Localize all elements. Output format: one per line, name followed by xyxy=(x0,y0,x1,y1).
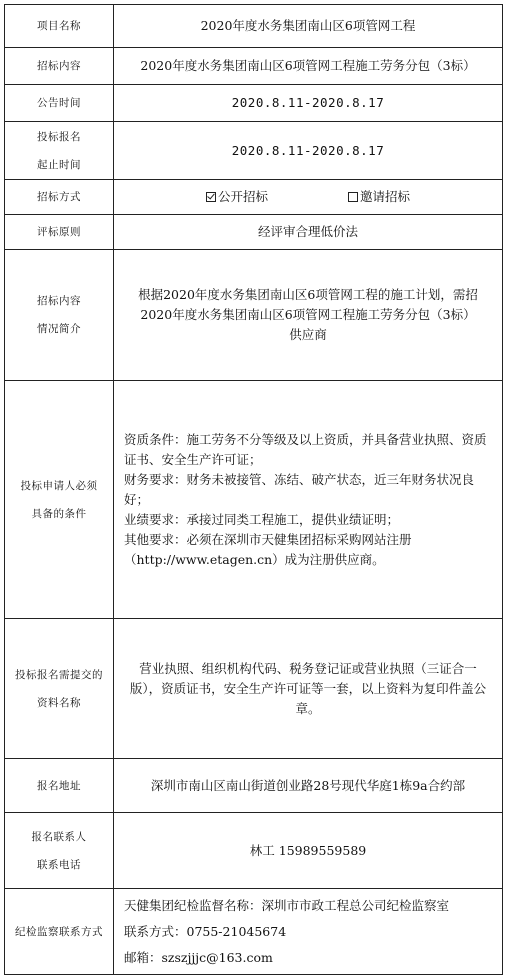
label-requirements-line1: 投标申请人必须 xyxy=(20,479,98,492)
value-address: 深圳市南山区南山街道创业路28号现代华庭1栋9a合约部 xyxy=(114,759,503,813)
value-registration-time: 2020.8.11-2020.8.17 xyxy=(114,122,503,180)
value-requirements xyxy=(114,381,503,619)
label-summary-line1: 招标内容 xyxy=(37,295,81,307)
value-evaluation: 经评审合理低价法 xyxy=(114,215,503,250)
label-notice-time: 公告时间 xyxy=(5,85,114,122)
label-contact-line1: 报名联系人 xyxy=(31,830,87,843)
option-open-label: 公开招标 xyxy=(217,189,268,204)
label-documents-line2: 资料名称 xyxy=(37,696,81,709)
row-project-name xyxy=(5,5,503,48)
supervision-line1: 天健集团纪检监督名称：深圳市市政工程总公司纪检监察室 xyxy=(124,897,450,913)
row-registration-time xyxy=(5,122,503,180)
unchecked-box-icon xyxy=(348,192,358,202)
label-supervision: 纪检监察联系方式 xyxy=(5,889,114,975)
label-summary xyxy=(5,250,114,381)
value-contact: 林工 15989559589 xyxy=(114,813,503,889)
row-bid-method xyxy=(5,180,503,215)
label-registration-time xyxy=(5,122,114,180)
requirement-qualification: 资质条件：施工劳务不分等级及以上资质，并具备营业执照、资质证书、安全生产许可证； xyxy=(124,431,487,467)
label-requirements-line2: 具备的条件 xyxy=(31,507,87,520)
requirement-performance: 业绩要求：承接过同类工程施工，提供业绩证明； xyxy=(124,511,400,527)
row-notice-time xyxy=(5,85,503,122)
option-invited-bidding xyxy=(348,187,410,207)
label-documents-line1: 投标报名需提交的 xyxy=(15,668,103,681)
supervision-line2: 联系方式：0755-21045674 xyxy=(124,923,287,939)
bid-notice-table xyxy=(4,4,503,975)
requirement-other: 其他要求：必须在深圳市天健集团招标采购网站注册（http://www.etagen.cn）成为注册供应商。 xyxy=(124,531,412,567)
label-requirements xyxy=(5,381,114,619)
value-project-name: 2020年度水务集团南山区6项管网工程 xyxy=(114,5,503,48)
summary-line3: 供应商 xyxy=(289,327,327,342)
label-registration-time-line2: 起止时间 xyxy=(37,158,81,171)
label-registration-time-line1: 投标报名 xyxy=(37,130,81,143)
summary-line2: 2020年度水务集团南山区6项管网工程施工劳务分包（3标） xyxy=(140,307,476,322)
row-supervision xyxy=(5,889,503,975)
value-summary xyxy=(114,250,503,381)
label-bid-method: 招标方式 xyxy=(5,180,114,215)
supervision-email: 邮箱：szszjjjc@163.com xyxy=(124,949,273,965)
label-contact xyxy=(5,813,114,889)
value-documents: 营业执照、组织机构代码、税务登记证或营业执照（三证合一版），资质证书，安全生产许可证等一套，以上资料为复印件盖公章。 xyxy=(114,619,503,759)
value-bid-content: 2020年度水务集团南山区6项管网工程施工劳务分包（3标） xyxy=(114,48,503,85)
option-open-bidding xyxy=(206,187,268,207)
requirement-financial: 财务要求：财务未被接管、冻结、破产状态，近三年财务状况良好； xyxy=(124,471,475,507)
label-project-name: 项目名称 xyxy=(5,5,114,48)
row-bid-content xyxy=(5,48,503,85)
row-summary xyxy=(5,250,503,381)
label-documents xyxy=(5,619,114,759)
row-address xyxy=(5,759,503,813)
value-notice-time: 2020.8.11-2020.8.17 xyxy=(114,85,503,122)
value-supervision xyxy=(114,889,503,975)
row-evaluation xyxy=(5,215,503,250)
option-invite-label: 邀请招标 xyxy=(359,189,410,204)
row-documents xyxy=(5,619,503,759)
label-evaluation: 评标原则 xyxy=(5,215,114,250)
label-summary-line2: 情况简介 xyxy=(37,323,81,335)
row-contact xyxy=(5,813,503,889)
summary-line1: 根据2020年度水务集团南山区6项管网工程的施工计划，需招 xyxy=(138,287,478,302)
value-bid-method xyxy=(114,180,503,215)
row-requirements xyxy=(5,381,503,619)
label-contact-line2: 联系电话 xyxy=(37,858,81,871)
checked-box-icon xyxy=(206,192,216,202)
label-address: 报名地址 xyxy=(5,759,114,813)
label-bid-content: 招标内容 xyxy=(5,48,114,85)
